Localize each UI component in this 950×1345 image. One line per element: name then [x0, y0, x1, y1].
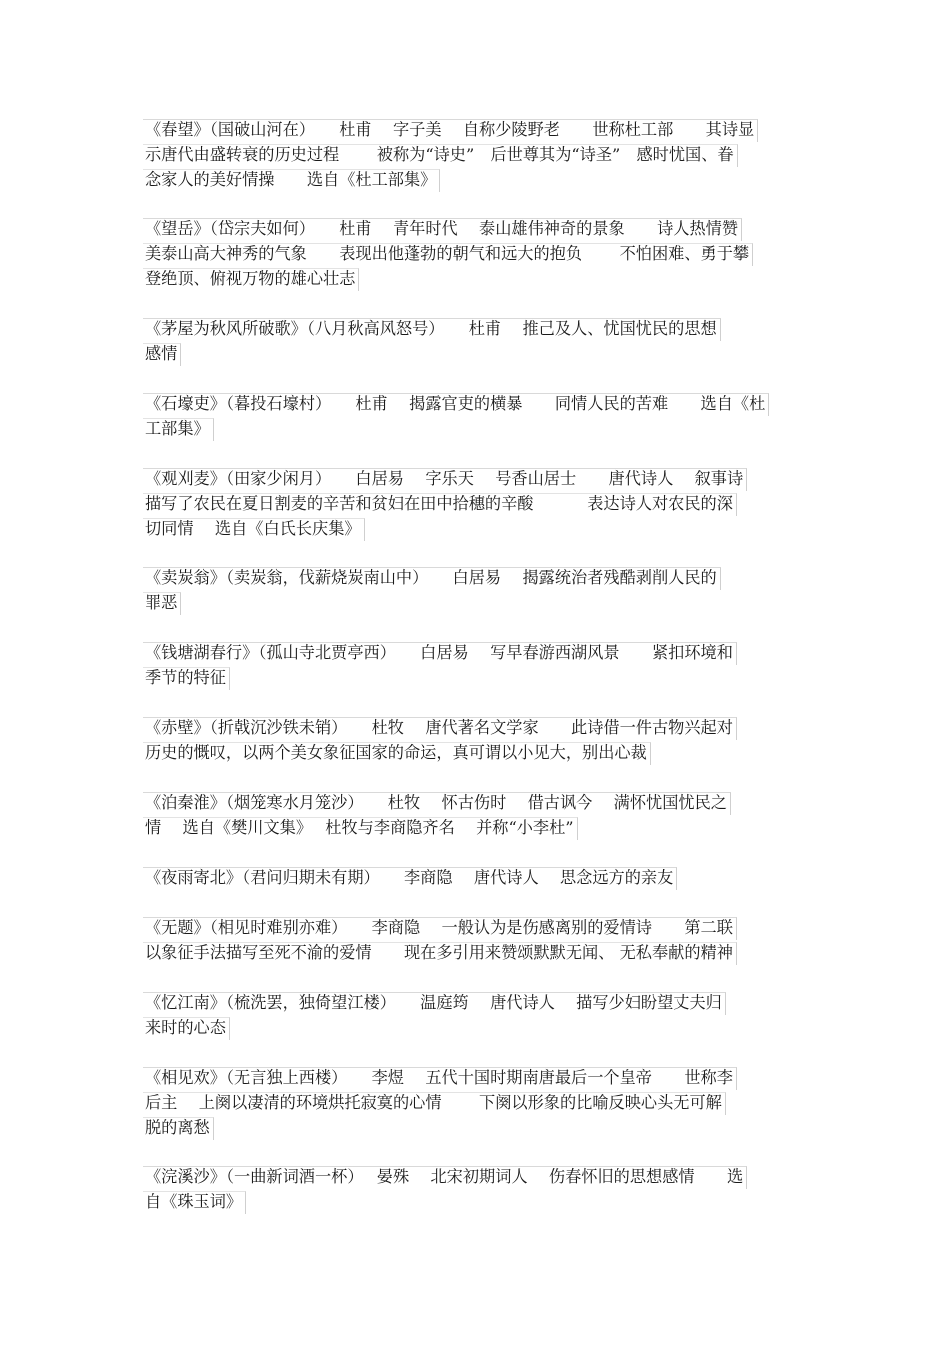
poem-entry-xiangjianhuan — [145, 1065, 810, 1140]
entry-line: 情 选自《樊川文集》 杜牧与李商隐齐名 并称“小李杜” — [145, 815, 578, 840]
entry-line: 《春望》（国破山河在） 杜甫 字子美 自称少陵野老 世称杜工部 其诗显 — [145, 117, 758, 142]
poem-entry-boqinhuai — [145, 790, 810, 840]
entry-line: 《相见欢》（无言独上西楼） 李煜 五代十国时期南唐最后一个皇帝 世称李 — [145, 1065, 737, 1090]
entry-line: 《观刈麦》（田家少闲月） 白居易 字乐天 号香山居士 唐代诗人 叙事诗 — [145, 466, 747, 491]
entry-line: 脱的离愁 — [145, 1115, 214, 1140]
entry-line: 《赤壁》（折戟沉沙铁未销） 杜牧 唐代著名文学家 此诗借一件古物兴起对 — [145, 715, 737, 740]
poem-entry-wangyue — [145, 216, 810, 291]
entry-line: 《夜雨寄北》（君问归期未有期） 李商隐 唐代诗人 思念远方的亲友 — [145, 865, 677, 890]
entry-line: 切同情 选自《白氏长庆集》 — [145, 516, 365, 541]
poem-entry-maowu — [145, 316, 810, 366]
poem-entry-chunwang — [145, 117, 810, 192]
entry-line: 登绝顶、俯视万物的雄心壮志 — [145, 266, 359, 291]
entry-line: 美泰山高大神秀的气象 表现出他蓬勃的朝气和远大的抱负 不怕困难、勇于攀 — [145, 241, 753, 266]
entry-line: 《忆江南》（梳洗罢，独倚望江楼） 温庭筠 唐代诗人 描写少妇盼望丈夫归 — [145, 990, 726, 1015]
entry-line: 自《珠玉词》 — [145, 1189, 246, 1214]
poem-entry-chibi — [145, 715, 810, 765]
entry-line: 历史的慨叹，以两个美女象征国家的命运，真可谓以小见大，别出心裁 — [145, 740, 651, 765]
entry-line: 罪恶 — [145, 590, 181, 615]
entry-line: 《浣溪沙》（一曲新词酒一杯） 晏殊 北宋初期词人 伤春怀旧的思想感情 选 — [145, 1164, 747, 1189]
entry-line: 《卖炭翁》（卖炭翁，伐薪烧炭南山中） 白居易 揭露统治者残酷剥削人民的 — [145, 565, 721, 590]
entry-line: 以象征手法描写至死不渝的爱情 现在多引用来赞颂默默无闻、 无私奉献的精神 — [145, 940, 737, 965]
entry-line: 示唐代由盛转衰的历史过程 被称为“诗史” 后世尊其为“诗圣” 感时忧国、眷 — [145, 142, 738, 167]
entry-line: 《茅屋为秋风所破歌》（八月秋高风怒号） 杜甫 推己及人、忧国忧民的思想 — [145, 316, 721, 341]
poem-entry-huanxisha — [145, 1164, 810, 1214]
entry-line: 《石壕吏》（暮投石壕村） 杜甫 揭露官吏的横暴 同情人民的苦难 选自《杜 — [145, 391, 769, 416]
entry-line: 《望岳》（岱宗夫如何） 杜甫 青年时代 泰山雄伟神奇的景象 诗人热情赞 — [145, 216, 742, 241]
poem-entry-guanyimai — [145, 466, 810, 541]
entry-line: 工部集》 — [145, 416, 214, 441]
entry-line: 《泊秦淮》（烟笼寒水月笼沙） 杜牧 怀古伤时 借古讽今 满怀忧国忧民之 — [145, 790, 731, 815]
poem-entry-maitanweng — [145, 565, 810, 615]
entry-line: 《钱塘湖春行》（孤山寺北贾亭西） 白居易 写早春游西湖风景 紧扣环境和 — [145, 640, 737, 665]
entry-line: 后主 上阕以凄清的环境烘托寂寞的心情 下阕以形象的比喻反映心头无可解 — [145, 1090, 726, 1115]
entry-line: 来时的心态 — [145, 1015, 230, 1040]
entry-line: 描写了农民在夏日割麦的辛苦和贫妇在田中拾穗的辛酸 表达诗人对农民的深 — [145, 491, 737, 516]
poem-entry-wuti — [145, 915, 810, 965]
entry-line: 感情 — [145, 341, 181, 366]
entry-line: 《无题》（相见时难别亦难） 李商隐 一般认为是伤感离别的爱情诗 第二联 — [145, 915, 737, 940]
entry-line: 念家人的美好情操 选自《杜工部集》 — [145, 167, 440, 192]
poem-entry-yeyujibei — [145, 865, 810, 890]
poem-entry-yijiangnan — [145, 990, 810, 1040]
poem-entry-shihaoli — [145, 391, 810, 441]
entry-line: 季节的特征 — [145, 665, 230, 690]
poem-entry-qiantanghu — [145, 640, 810, 690]
